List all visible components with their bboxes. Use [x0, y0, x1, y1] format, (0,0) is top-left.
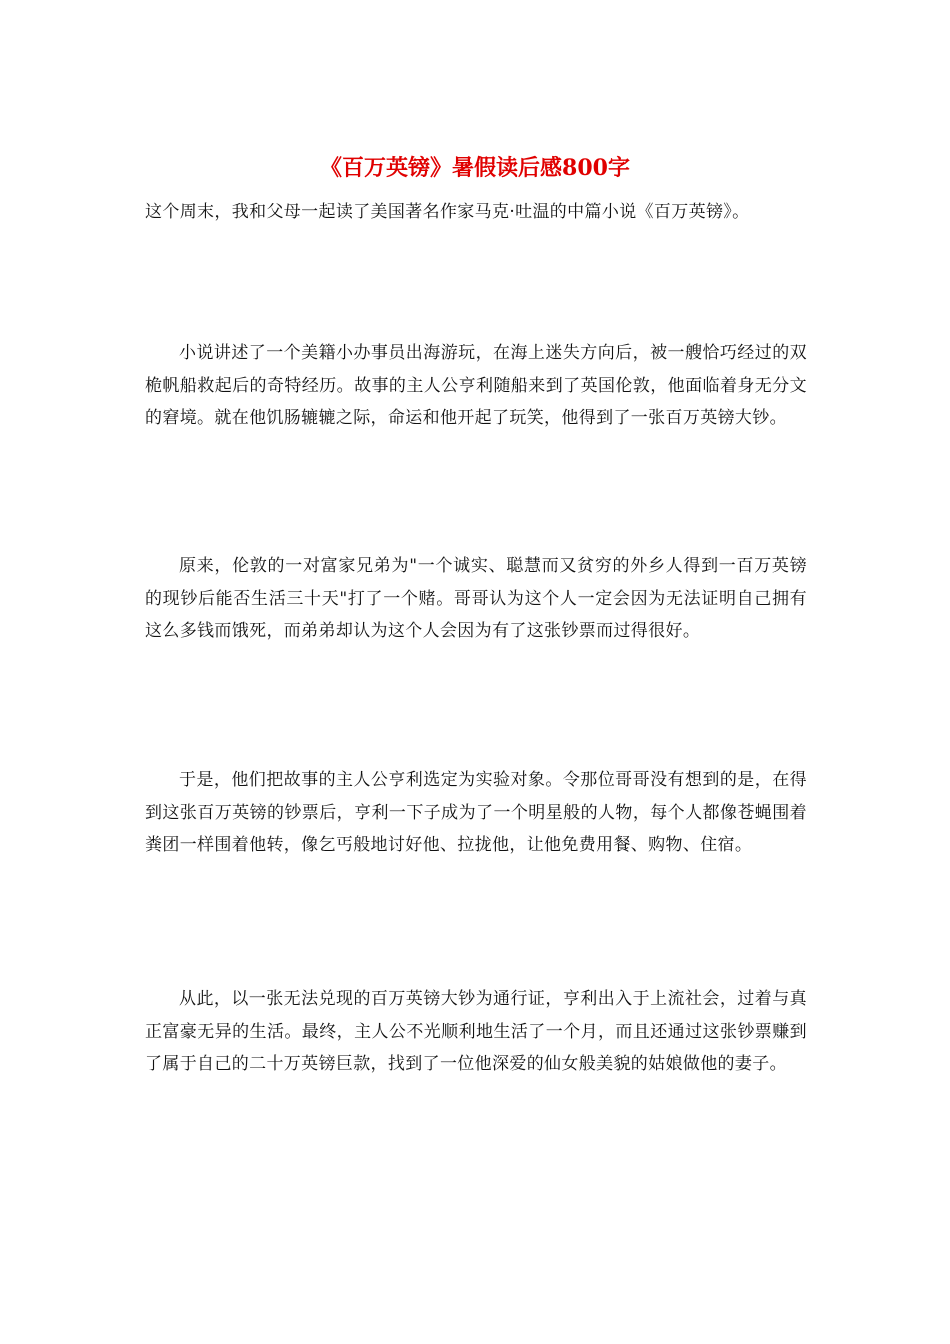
paragraph-ending: 从此，以一张无法兑现的百万英镑大钞为通行证，亨利出入于上流社会，过着与真正富豪无异的生活。最终，主人公不光顺利地生活了一个月，而且还通过这张钞票赚到了属于自己的二十万英镑巨款，找到了一位他深爱的仙女般美貌的姑娘做他的妻子。 — [145, 989, 807, 1074]
paragraph-intro: 这个周末，我和父母一起读了美国著名作家马克·吐温的中篇小说《百万英镑》。 — [145, 202, 750, 222]
document-title: 《百万英镑》暑假读后感800字 — [320, 155, 630, 181]
paragraph-story-summary: 小说讲述了一个美籍小办事员出海游玩，在海上迷失方向后，被一艘恰巧经过的双桅帆船救起后的奇特经历。故事的主人公亨利随船来到了英国伦敦，他面临着身无分文的窘境。就在他饥肠辘辘之际，命运和他开起了玩笑，他得到了一张百万英镑大钞。 — [145, 343, 807, 428]
paragraph-experiment: 于是，他们把故事的主人公亨利选定为实验对象。令那位哥哥没有想到的是，在得到这张百万英镑的钞票后，亨利一下子成为了一个明星般的人物，每个人都像苍蝇围着粪团一样围着他转，像乞丐般地讨好他、拉拢他，让他免费用餐、购物、住宿。 — [145, 770, 807, 855]
paragraph-bet: 原来，伦敦的一对富家兄弟为"一个诚实、聪慧而又贫穷的外乡人得到一百万英镑的现钞后能否生活三十天"打了一个赌。哥哥认为这个人一定会因为无法证明自己拥有这么多钱而饿死，而弟弟却认为这个人会因为有了这张钞票而过得很好。 — [145, 556, 807, 641]
